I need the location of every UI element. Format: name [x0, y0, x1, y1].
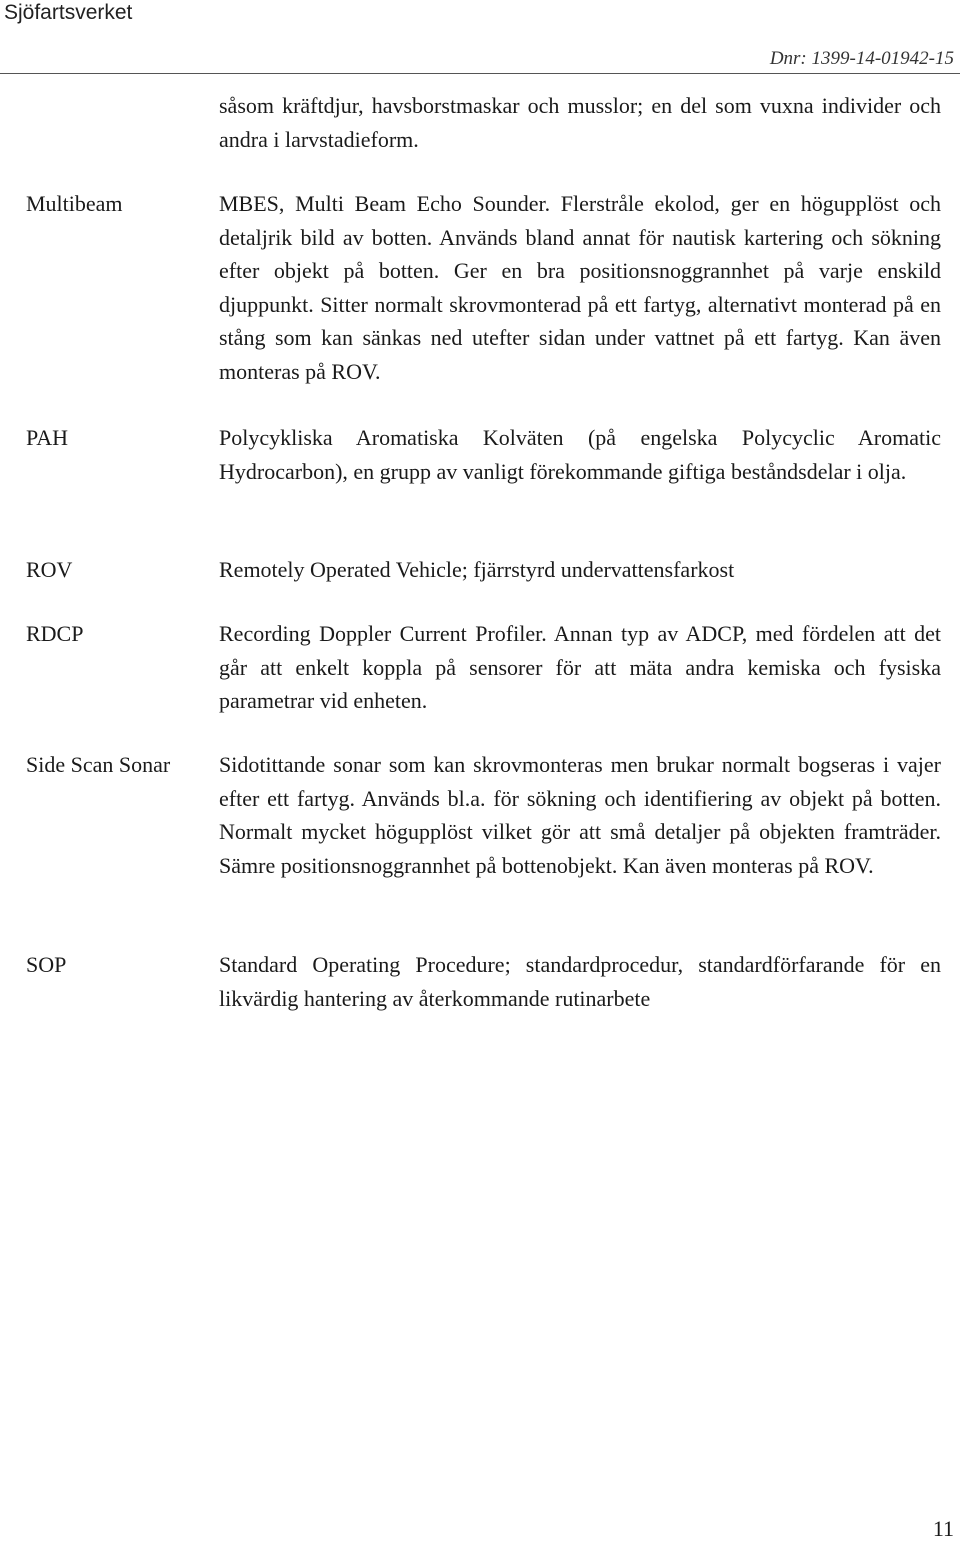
glossary-definition: Remotely Operated Vehicle; fjärrstyrd undervattensfarkost: [219, 557, 735, 582]
glossary-term: RDCP: [26, 621, 84, 646]
header-divider: [0, 73, 960, 74]
glossary-term: ROV: [26, 557, 73, 582]
glossary-term: PAH: [26, 425, 68, 450]
page-number: 11: [932, 1516, 954, 1541]
glossary-term: Side Scan Sonar: [26, 752, 171, 777]
glossary-term: SOP: [26, 952, 67, 977]
glossary-definition: Sidotittande sonar som kan skrovmonteras men brukar normalt bogseras i vajer efter ett fartyg. Används bl.a. för sökning och identifiering av objekt på botten. Normalt mycket högupplöst vilket gör att små detaljer på objekten framträder. Sämre positionsnoggrannhet på bottenobjekt. Kan även monteras på ROV.: [219, 752, 941, 878]
glossary-definition: MBES, Multi Beam Echo Sounder. Flerstråle ekolod, ger en högupplöst och detaljrik bild av botten. Används bland annat för nautisk kartering och sökning efter objekt på botten. Ger en bra positionsnoggrannhet på varje enskild djuppunkt. Sitter normalt skrovmonterad på ett fartyg, alternativt monterad på en stång som kan sänkas ned utefter sidan under vattnet på ett fartyg. Kan även monteras på ROV.: [219, 191, 941, 384]
continuation-text: såsom kräftdjur, havsborstmaskar och musslor; en del som vuxna individer och andra i larvstadieform.: [219, 93, 941, 152]
glossary-term: Multibeam: [26, 191, 123, 216]
organization-name: Sjöfartsverket: [4, 1, 133, 24]
glossary-definition: Standard Operating Procedure; standardprocedur, standardförfarande för en likvärdig hantering av återkommande rutinarbete: [219, 952, 941, 1011]
document-number: Dnr: 1399-14-01942-15: [769, 48, 954, 69]
glossary-definition: Recording Doppler Current Profiler. Annan typ av ADCP, med fördelen att det går att enkelt koppla på sensorer för att mäta andra kemiska och fysiska parametrar vid enheten.: [219, 621, 941, 714]
glossary-definition: Polycykliska Aromatiska Kolväten (på engelska Polycyclic Aromatic Hydrocarbon), en grupp av vanligt förekommande giftiga beståndsdelar i olja.: [219, 425, 941, 484]
